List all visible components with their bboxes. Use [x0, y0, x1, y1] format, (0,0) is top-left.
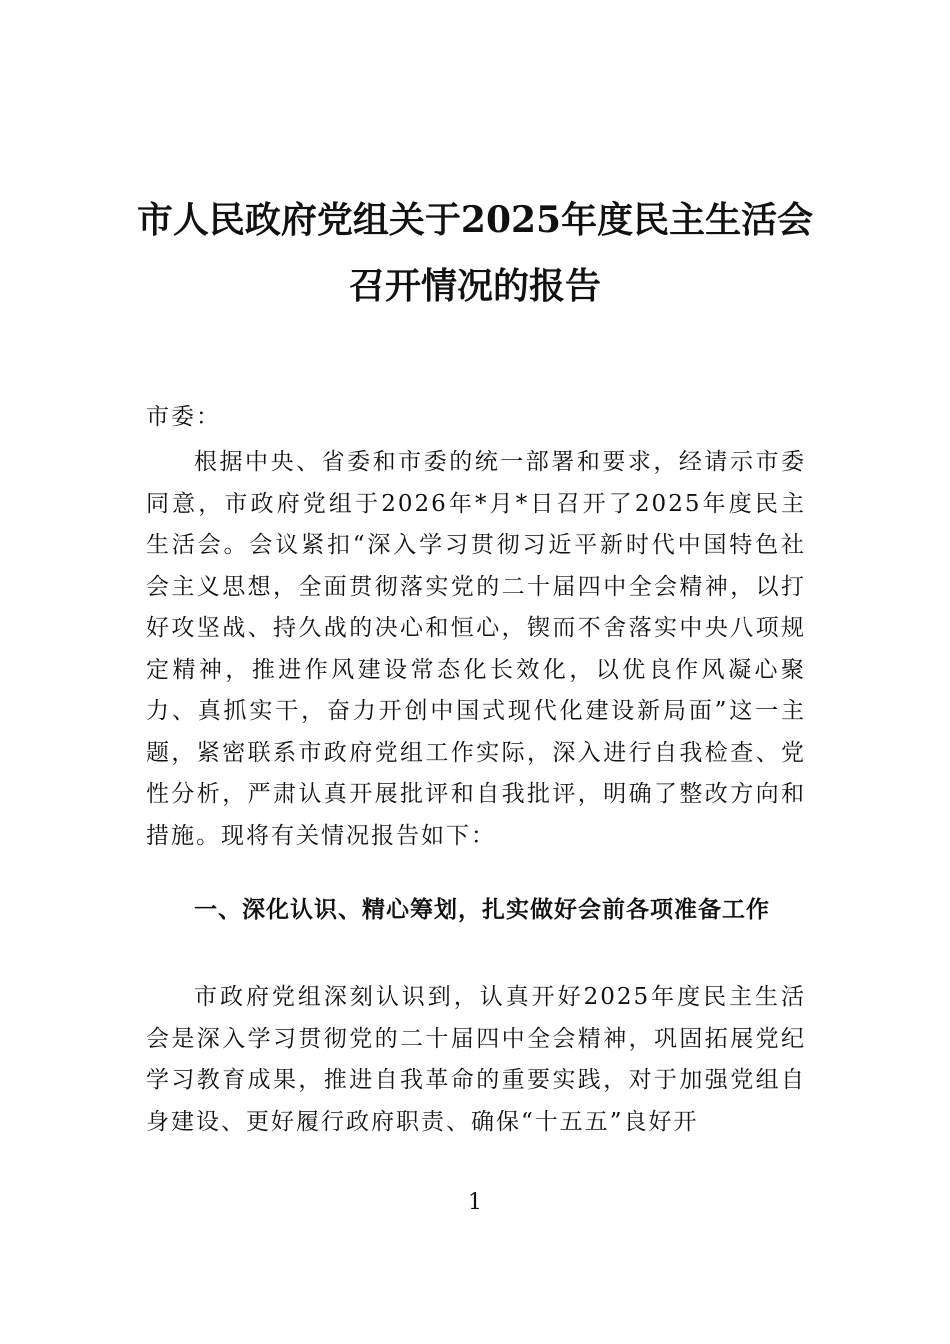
document-title-line2: 召开情况的报告 [348, 265, 601, 307]
body-paragraph-section1: 市政府党组深刻认识到，认真开好2025年度民主生活会是深入学习贯彻党的二十届四中全会精神，巩固拓展党纪学习教育成果，推进自我革命的重要实践，对于加强党组自身建设、更好履行政府职责、确保“十五五”良好开 [146, 984, 806, 1135]
section-heading-1: 一、深化认识、精心筹划，扎实做好会前各项准备工作 [194, 897, 770, 923]
page-number: 1 [468, 1190, 482, 1215]
body-paragraph-intro: 根据中央、省委和市委的统一部署和要求，经请示市委同意，市政府党组于2026年*月*日召开了2025年度民主生活会。会议紧扣“深入学习贯彻习近平新时代中国特色社会主义思想，全面贯彻落实党的二十届四中全会精神，以打好攻坚战、持久战的决心和恒心，锲而不舍落实中央八项规定精神，推进作风建设常态化长效化，以优良作风凝心聚力、真抓实干，奋力开创中国式现代化建设新局面”这一主题，紧密联系市政府党组工作实际，深入进行自我检查、党性分析，严肃认真开展批评和自我批评，明确了整改方向和措施。现将有关情况报告如下： [146, 449, 806, 849]
document-title-line1: 市人民政府党组关于2025年度民主生活会 [136, 199, 814, 241]
salutation: 市委： [146, 404, 221, 430]
